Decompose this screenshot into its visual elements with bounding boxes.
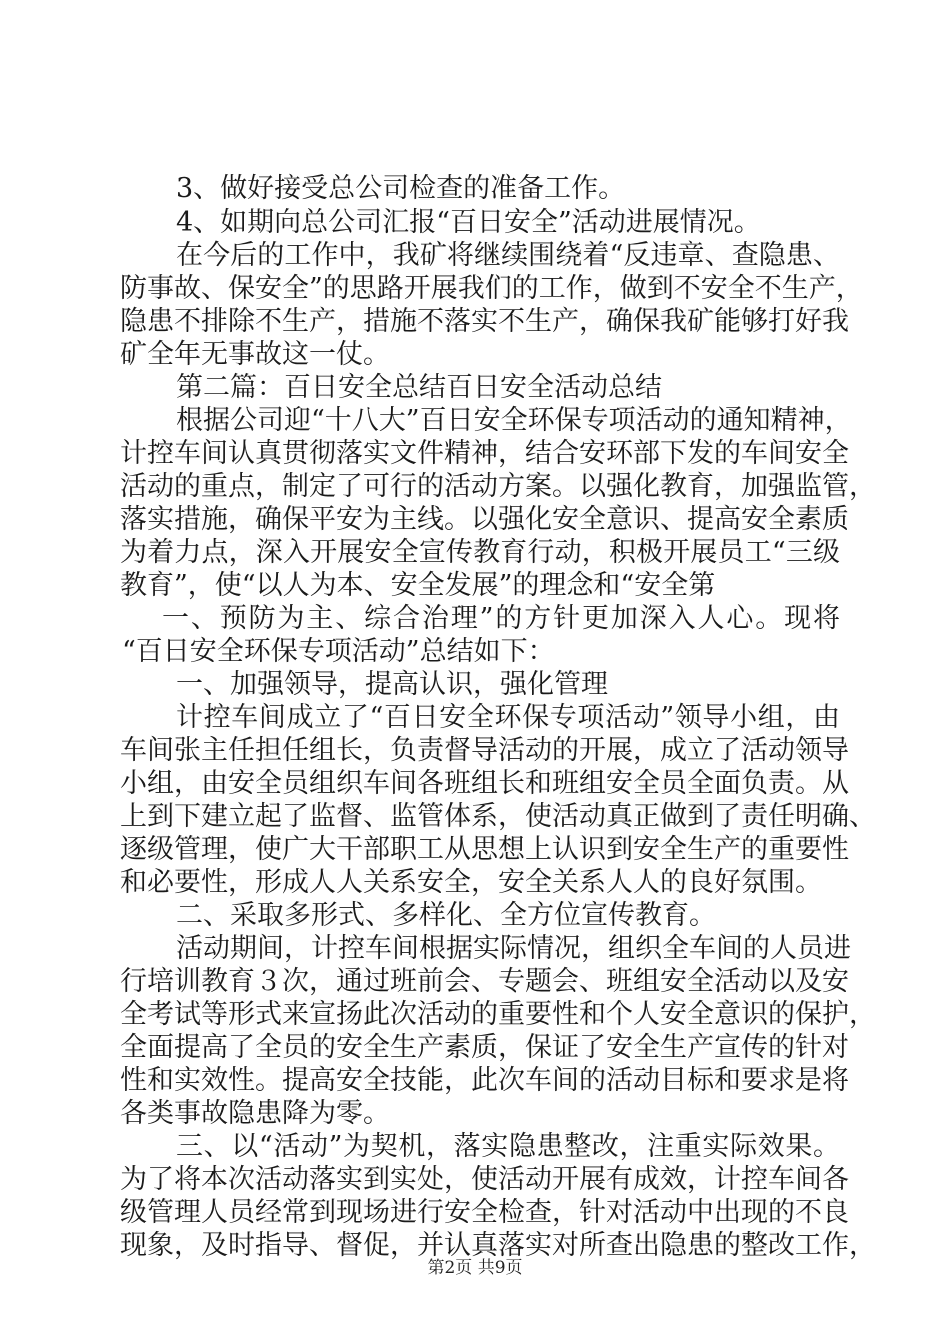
text-line: 3、做好接受总公司检查的准备工作。 — [176, 173, 626, 204]
text-line: 计控车间成立了“百日安全环保专项活动”领导小组，由 — [176, 702, 840, 733]
text-line: 现象，及时指导、督促，并认真落实对所查出隐患的整改工作， — [120, 1230, 876, 1261]
text-line: 计控车间认真贯彻落实文件精神，结合安环部下发的车间安全 — [120, 438, 849, 469]
text-line: 落实措施，确保平安为主线。以强化安全意识、提高安全素质 — [120, 504, 849, 535]
text-line: 全面提高了全员的安全生产素质，保证了安全生产宣传的针对 — [120, 1032, 849, 1063]
text-line: 和必要性，形成人人关系安全，安全关系人人的良好氛围。 — [120, 867, 822, 898]
text-line: 隐患不排除不生产，措施不落实不生产，确保我矿能够打好我 — [120, 306, 849, 337]
section-heading: 第二篇：百日安全总结百日安全活动总结 — [176, 372, 662, 403]
text-line: 在今后的工作中，我矿将继续围绕着“反违章、查隐患、 — [176, 240, 840, 271]
text-line: 车间张主任担任组长，负责督导活动的开展，成立了活动领导 — [120, 735, 849, 766]
text-line: 各类事故隐患降为零。 — [120, 1098, 390, 1129]
text-line: 逐级管理，使广大干部职工从思想上认识到安全生产的重要性 — [120, 834, 849, 865]
text-line: 全考试等形式来宣扬此次活动的重要性和个人安全意识的保护， — [120, 999, 876, 1030]
text-line: 根据公司迎“十八大”百日安全环保专项活动的通知精神， — [176, 405, 852, 436]
text-line: 级管理人员经常到现场进行安全检查，针对活动中出现的不良 — [120, 1197, 849, 1228]
text-line: 教育”，使“以人为本、安全发展”的理念和“安全第 — [120, 570, 716, 601]
text-line: 一、预防为主、综合治理”的方针更加深入人心。现将 — [162, 603, 840, 634]
text-line: 上到下建立起了监督、监管体系，使活动真正做到了责任明确、 — [120, 801, 876, 832]
section-heading: 三、以“活动”为契机，落实隐患整改，注重实际效果。 — [176, 1131, 840, 1162]
text-line: 矿全年无事故这一仗。 — [120, 339, 390, 370]
text-line: “百日安全环保专项活动”总结如下： — [122, 636, 555, 667]
section-heading: 一、加强领导，提高认识，强化管理 — [176, 669, 608, 700]
text-line: 活动的重点，制定了可行的活动方案。以强化教育，加强监管， — [120, 471, 876, 502]
text-line: 活动期间，计控车间根据实际情况，组织全车间的人员进 — [176, 933, 851, 964]
section-heading: 二、采取多形式、多样化、全方位宣传教育。 — [176, 900, 716, 931]
text-line: 小组，由安全员组织车间各班组长和班组安全员全面负责。从 — [120, 768, 849, 799]
text-line: 4、如期向总公司汇报“百日安全”活动进展情况。 — [176, 207, 761, 238]
page-footer: 第2页 共9页 — [427, 1258, 523, 1278]
text-line: 为了将本次活动落实到实处，使活动开展有成效，计控车间各 — [120, 1164, 849, 1195]
text-line: 性和实效性。提高安全技能，此次车间的活动目标和要求是将 — [120, 1065, 849, 1096]
text-line: 为着力点，深入开展安全宣传教育行动，积极开展员工“三级 — [120, 537, 840, 568]
text-line: 防事故、保安全”的思路开展我们的工作，做到不安全不生产， — [120, 273, 863, 304]
text-line: 行培训教育３次，通过班前会、专题会、班组安全活动以及安 — [120, 966, 849, 997]
